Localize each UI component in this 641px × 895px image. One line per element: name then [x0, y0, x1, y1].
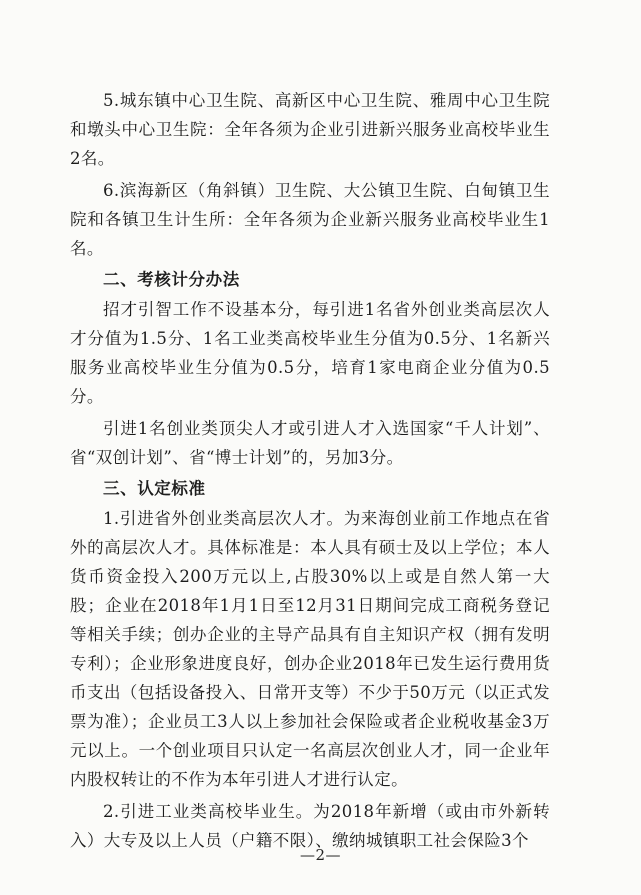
section-heading-scoring: 二、考核计分办法 [103, 270, 240, 289]
paragraph-criteria-1: 1.引进省外创业类高层次人才。为来海创业前工作地点在省外的高层次人才。具体标准是：本人具有硕士及以上学位；本人货币资金投入200万元以上,占股30%以上或是自然人第一大股；企业在2018年1月1日至12月31日期间完成工商税务登记等相关手续；创办企业的主导产品具有自主知识产权（拥有发明专利）；企业形象进度良好，创办企业2018年已发生运行费用货币支出（包括设备投入、日常开支等）不少于50万元（以正式发票为准）；企业员工3人以上参加社会保险或者企业税收基金3万元以上。一个创业项目只认定一名高层次创业人才，同一企业年内股权转让的不作为本年引进人才进行认定。 [70, 509, 550, 789]
paragraph-criteria-2: 2.引进工业类高校毕业生。为2018年新增（或由市外新转入）大专及以上人员（户籍不限）、缴纳城镇职工社会保险3个 [70, 802, 550, 850]
page-number: —2— [299, 846, 342, 864]
paragraph-item-5: 5.城东镇中心卫生院、高新区中心卫生院、雅周中心卫生院和墩头中心卫生院：全年各须为企业引进新兴服务业高校毕业生2名。 [70, 91, 550, 168]
document-body [70, 86, 550, 855]
paragraph-scoring-rules: 招才引智工作不设基本分，每引进1名省外创业类高层次人才分值为1.5分、1名工业类高校毕业生分值为0.5分、1名新兴服务业高校毕业生分值为0.5分，培育1家电商企业分值为0.5分。 [70, 300, 550, 406]
paragraph-item-6: 6.滨海新区（角斜镇）卫生院、大公镇卫生院、白甸镇卫生院和各镇卫生计生所：全年各须为企业新兴服务业高校毕业生1名。 [70, 181, 550, 258]
section-heading-criteria: 三、认定标准 [103, 479, 206, 498]
paragraph-bonus-points: 引进1名创业类顶尖人才或引进人才入选国家“千人计划”、省“双创计划”、省“博士计划”的，另加3分。 [70, 419, 550, 467]
